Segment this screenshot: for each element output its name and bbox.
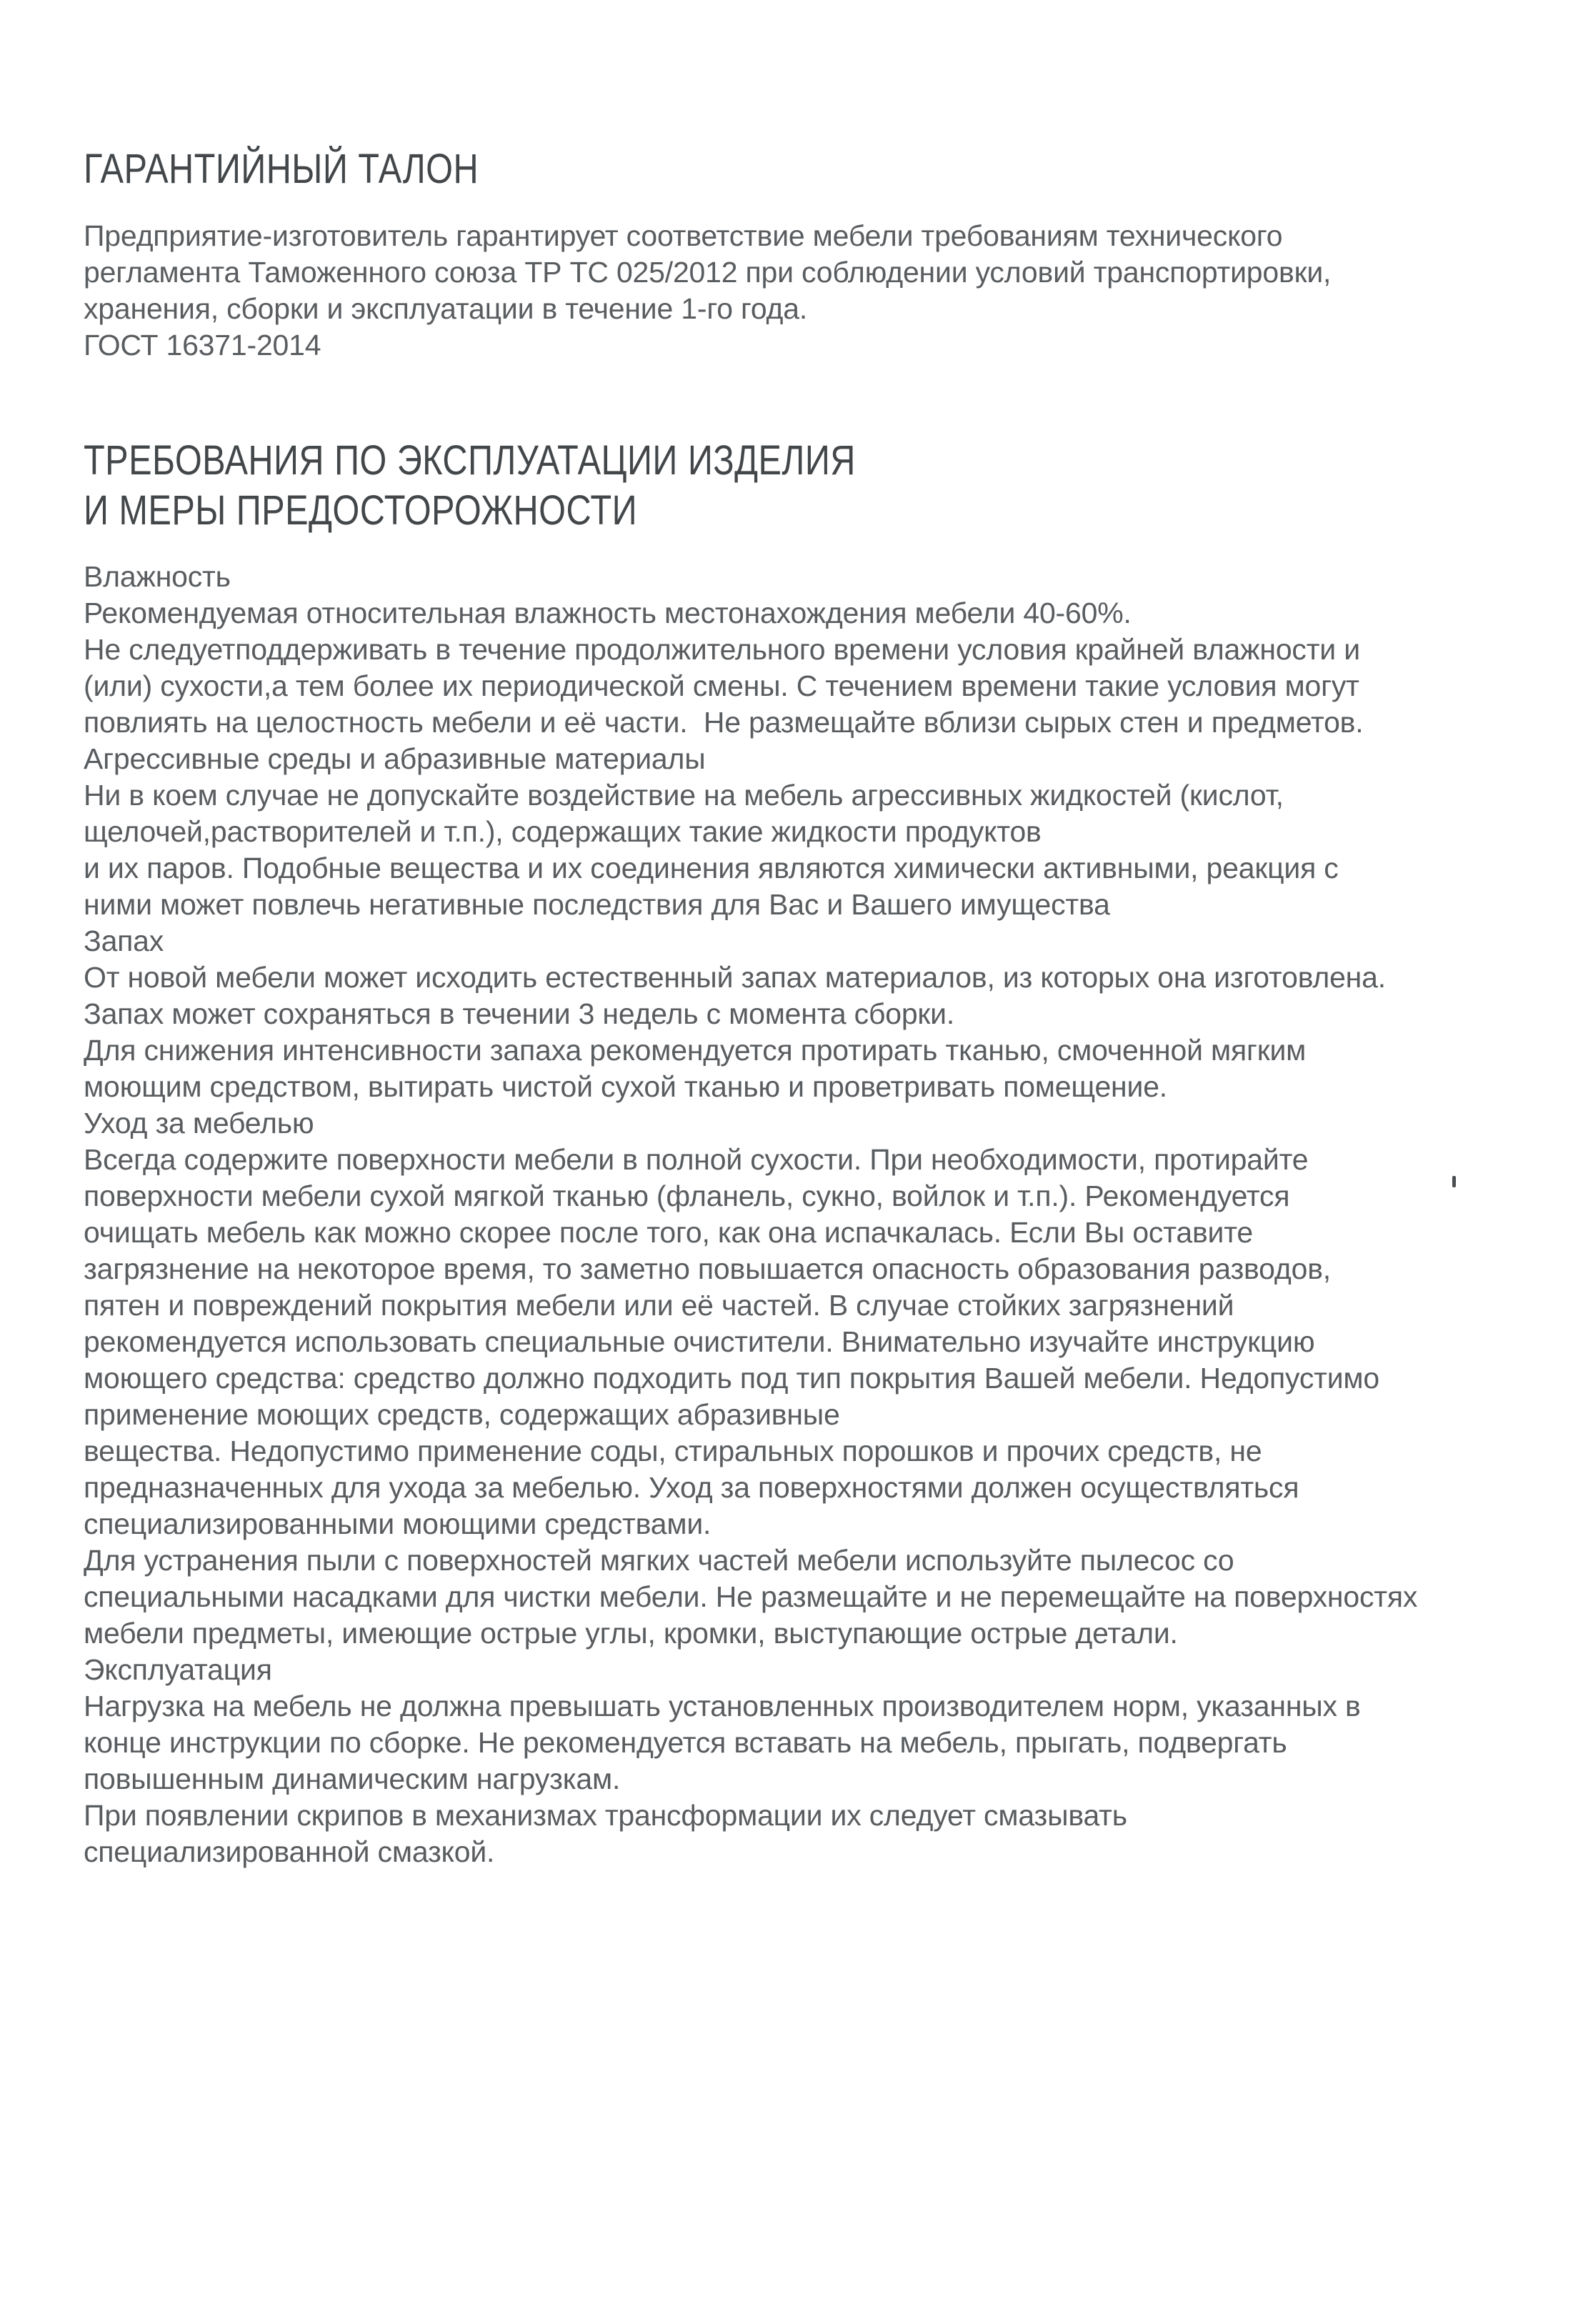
instruction-text-line: повлиять на целостность мебели и её части. Не размещайте вблизи сырых стен и предметов.	[84, 706, 1364, 739]
instruction-text-line: вещества. Недопустимо применение соды, стиральных порошков и прочих средств, не	[84, 1435, 1262, 1467]
instruction-text-line: повышенным динамическим нагрузкам.	[84, 1762, 621, 1795]
instruction-text-line: Агрессивные среды и абразивные материалы	[84, 742, 706, 775]
instruction-text-line: От новой мебели может исходить естественный запах материалов, из которых она изготовлена.	[84, 961, 1386, 994]
section-heading	[84, 436, 1291, 536]
instruction-text-line: Запах может сохраняться в течении 3 недель с момента сборки.	[84, 997, 955, 1030]
section-heading-line: ТРЕБОВАНИЯ ПО ЭКСПЛУАТАЦИИ ИЗДЕЛИЯ	[84, 437, 856, 484]
care-instructions-text	[84, 559, 1521, 1870]
instruction-text-line: моющим средством, вытирать чистой сухой тканью и проветривать помещение.	[84, 1070, 1167, 1103]
page-title: ГАРАНТИЙНЫЙ ТАЛОН	[84, 146, 479, 192]
instruction-text-line: специализированной смазкой.	[84, 1835, 495, 1868]
instruction-text-line: рекомендуется использовать специальные очистители. Внимательно изучайте инструкцию	[84, 1325, 1315, 1358]
instruction-text-line: Уход за мебелью	[84, 1107, 314, 1139]
warranty-text-line: регламента Таможенного союза ТР ТС 025/2012 при соблюдении условий транспортировки,	[84, 256, 1332, 289]
instruction-text-line: ними может повлечь негативные последствия для Вас и Вашего имущества	[84, 888, 1110, 921]
instruction-text-line: Для снижения интенсивности запаха рекомендуется протирать тканью, смоченной мягким	[84, 1034, 1307, 1067]
instruction-text-line: Рекомендуемая относительная влажность местонахождения мебели 40-60%.	[84, 597, 1132, 629]
instruction-text-line: специальными насадками для чистки мебели. Не размещайте и не перемещайте на поверхностях	[84, 1580, 1418, 1613]
instruction-text-line: (или) сухости,а тем более их периодической смены. С течением времени такие условия могут	[84, 669, 1359, 702]
instruction-text-line: применение моющих средств, содержащих абразивные	[84, 1398, 840, 1431]
instruction-text-line: загрязнение на некоторое время, то заметно повышается опасность образования разводов,	[84, 1252, 1331, 1285]
instruction-text-line: Для устранения пыли с поверхностей мягких частей мебели используйте пылесос со	[84, 1544, 1234, 1577]
instruction-text-line: поверхности мебели сухой мягкой тканью (фланель, сукно, войлок и т.п.). Рекомендуется	[84, 1180, 1290, 1212]
instruction-text-line: предназначенных для ухода за мебелью. Уход за поверхностями должен осуществляться	[84, 1471, 1299, 1504]
instruction-text-line: мебели предметы, имеющие острые углы, кромки, выступающие острые детали.	[84, 1617, 1178, 1650]
warranty-text-line: Предприятие-изготовитель гарантирует соответствие мебели требованиям технического	[84, 219, 1283, 252]
warranty-text-line: ГОСТ 16371-2014	[84, 329, 321, 361]
page-content	[84, 0, 1521, 1870]
instruction-text-line: Не следуетподдерживать в течение продолжительного времени условия крайней влажности и	[84, 633, 1360, 666]
instruction-text-line: и их паров. Подобные вещества и их соединения являются химически активными, реакция с	[84, 852, 1339, 884]
instruction-text-line: Всегда содержите поверхности мебели в полной сухости. При необходимости, протирайте	[84, 1143, 1309, 1176]
instruction-text-line: пятен и повреждений покрытия мебели или её частей. В случае стойких загрязнений	[84, 1289, 1234, 1322]
stray-mark	[1452, 1176, 1456, 1187]
section-heading-line: И МЕРЫ ПРЕДОСТОРОЖНОСТИ	[84, 487, 638, 534]
instruction-text-line: При появлении скрипов в механизмах трансформации их следует смазывать	[84, 1799, 1127, 1832]
instruction-text-line: конце инструкции по сборке. Не рекомендуется вставать на мебель, прыгать, подвергать	[84, 1726, 1287, 1759]
instruction-text-line: моющего средства: средство должно подходить под тип покрытия Вашей мебели. Недопустимо	[84, 1362, 1379, 1395]
instruction-text-line: Влажность	[84, 560, 231, 593]
warranty-paragraph	[84, 218, 1521, 364]
instruction-text-line: Нагрузка на мебель не должна превышать установленных производителем норм, указанных в	[84, 1690, 1361, 1722]
instruction-text-line: специализированными моющими средствами.	[84, 1507, 711, 1540]
instruction-text-line: Ни в коем случае не допускайте воздействие на мебель агрессивных жидкостей (кислот,	[84, 779, 1284, 812]
warranty-text-line: хранения, сборки и эксплуатации в течение 1-го года.	[84, 292, 808, 325]
instruction-text-line: Эксплуатация	[84, 1653, 272, 1686]
instruction-text-line: Запах	[84, 924, 164, 957]
instruction-text-line: очищать мебель как можно скорее после того, как она испачкалась. Если Вы оставите	[84, 1216, 1253, 1249]
instruction-text-line: щелочей,растворителей и т.п.), содержащих такие жидкости продуктов	[84, 815, 1042, 848]
